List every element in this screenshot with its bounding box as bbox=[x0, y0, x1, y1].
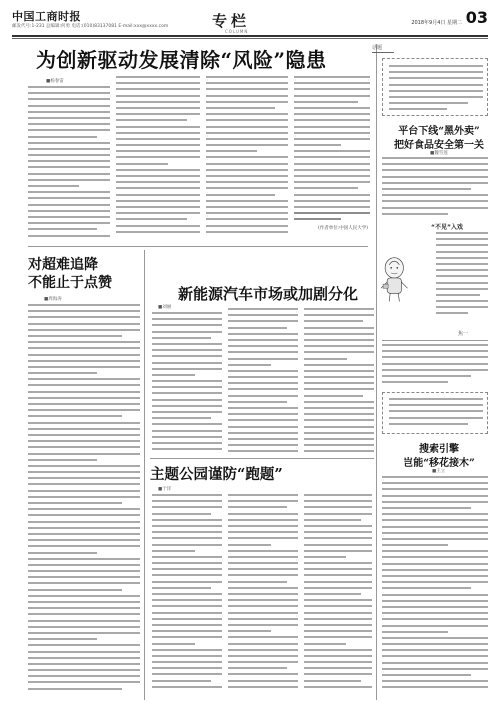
park-body-col3 bbox=[304, 494, 372, 700]
park-body-col2 bbox=[228, 494, 298, 700]
newspaper-name: 中国工商时报 bbox=[12, 10, 81, 23]
divider bbox=[144, 250, 145, 700]
side-quote-text bbox=[389, 65, 483, 113]
middle-headline: 新能源汽车市场或加剧分化 bbox=[178, 285, 359, 303]
newspaper-meta: 邮发代号:1-231 总编辑:何勇 电话:(010)83137081 E-mail:xxx@xxxx.com bbox=[12, 24, 169, 29]
lead-body-col3 bbox=[206, 76, 288, 242]
park-body-col1 bbox=[152, 494, 222, 700]
side2-headline-line1: 搜索引擎 bbox=[419, 444, 459, 455]
cartoon-figure bbox=[381, 258, 407, 302]
middle-byline: ■刘丽 bbox=[158, 305, 172, 310]
side1-byline: ■魏雪莲 bbox=[430, 151, 448, 156]
side-quote-text-2 bbox=[389, 398, 483, 432]
side1-headline-line2: 把好食品安全第一关 bbox=[394, 140, 484, 151]
page-number: 03 bbox=[465, 8, 488, 27]
lead-body-col1 bbox=[28, 86, 110, 242]
lead-author-note: (作者单位:中国人民大学) bbox=[318, 226, 369, 231]
cartoon-caption bbox=[436, 232, 488, 320]
section-title: 专栏 bbox=[212, 12, 251, 30]
lead-headline: 为创新驱动发展清除“风险”隐患 bbox=[36, 48, 327, 72]
side-quote-box-2 bbox=[382, 392, 488, 434]
side-quote-box bbox=[382, 58, 488, 116]
left-body bbox=[28, 304, 140, 700]
divider bbox=[28, 246, 368, 247]
lead-byline: ■杨春雷 bbox=[46, 79, 64, 84]
side2-byline: ■王立 bbox=[432, 469, 446, 474]
masthead bbox=[12, 8, 488, 34]
side2-headline-line2: 岂能“移花接木” bbox=[403, 458, 475, 469]
side1-body bbox=[382, 157, 488, 219]
divider bbox=[376, 44, 377, 700]
middle-body-col3 bbox=[304, 308, 374, 458]
left-headline-line1: 对超难追降 bbox=[28, 257, 98, 273]
divider bbox=[382, 340, 488, 341]
left-byline: ■周海涛 bbox=[44, 297, 62, 302]
issue-date: 2018年9月4日 星期二 bbox=[411, 20, 462, 26]
park-byline: ■于洋 bbox=[158, 487, 172, 492]
masthead-rule bbox=[12, 35, 488, 37]
divider bbox=[150, 458, 374, 459]
side1-headline-line1: 平台下线“黑外卖” bbox=[398, 126, 480, 137]
cartoon-author: 焦一 bbox=[458, 331, 469, 337]
side-section-tag: 话题 bbox=[372, 44, 394, 53]
cartoon-illustration bbox=[380, 228, 436, 328]
masthead-rule-thin bbox=[12, 38, 488, 39]
side2-body bbox=[382, 476, 488, 700]
cartoon-title: “不见”入戏 bbox=[431, 224, 463, 231]
middle-body-col2 bbox=[228, 308, 298, 458]
middle-body-col1 bbox=[152, 312, 222, 458]
section-subtitle: COLUMN bbox=[225, 29, 249, 34]
left-headline-line2: 不能止于点赞 bbox=[28, 275, 112, 291]
park-headline: 主题公园谨防“跑题” bbox=[150, 466, 283, 483]
lead-body-col2 bbox=[116, 76, 200, 242]
side-mid-text bbox=[382, 344, 488, 388]
lead-body-col4 bbox=[294, 76, 370, 242]
